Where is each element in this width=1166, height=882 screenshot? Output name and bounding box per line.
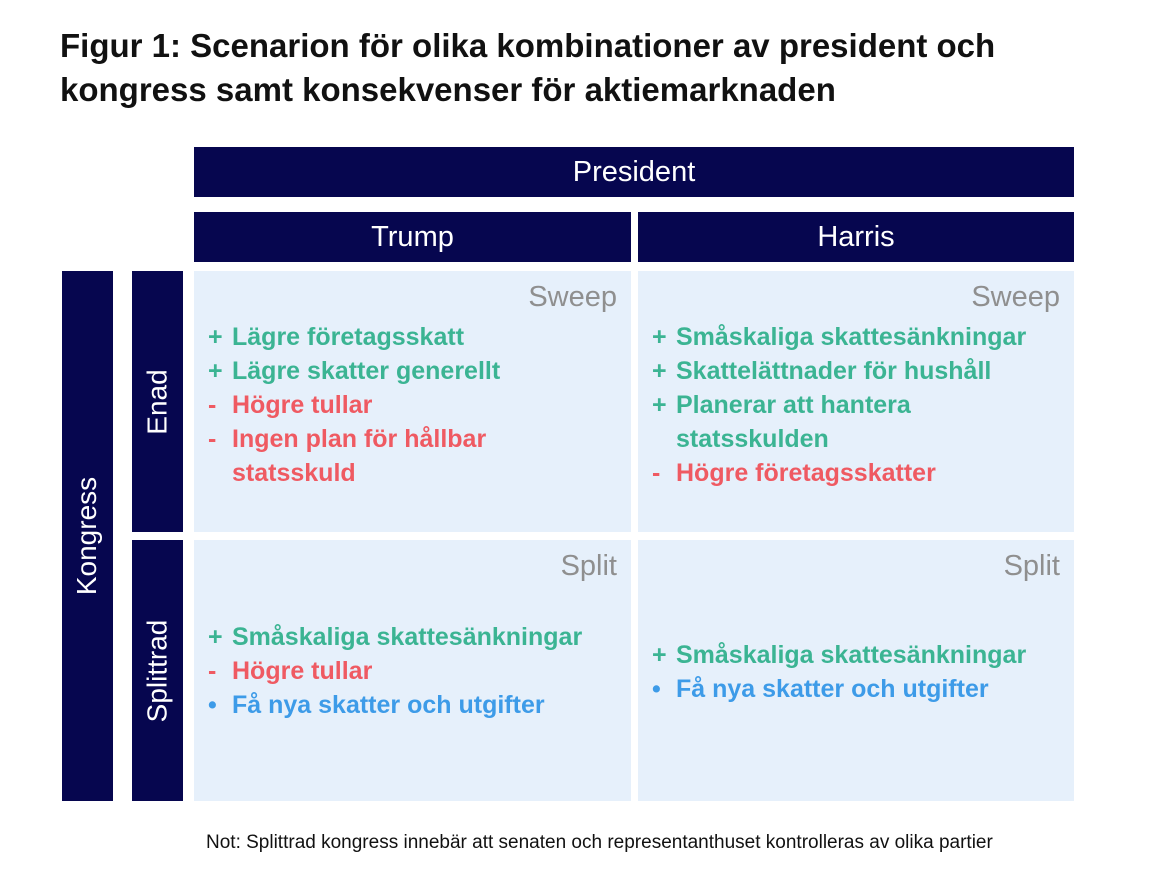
splittrad-label: Splittrad bbox=[141, 619, 173, 722]
president-label: President bbox=[572, 155, 696, 188]
list-item: + Småskaliga skattesänkningar bbox=[652, 323, 1027, 351]
scenario-tag: Sweep bbox=[528, 281, 617, 313]
list-item: • Få nya skatter och utgifter bbox=[652, 675, 989, 703]
cell-trump-split bbox=[194, 540, 631, 801]
list-item: + Skattelättnader för hushåll bbox=[652, 357, 992, 385]
cell-harris-split bbox=[638, 540, 1074, 801]
enad-label: Enad bbox=[141, 368, 173, 435]
list-item: - Högre tullar bbox=[208, 391, 373, 419]
scenario-tag: Split bbox=[1003, 550, 1060, 582]
trump-header bbox=[194, 212, 631, 262]
list-item: - Högre företagsskatter bbox=[652, 459, 936, 487]
scenario-tag: Split bbox=[560, 550, 617, 582]
kongress-label: Kongress bbox=[71, 476, 103, 596]
enad-bar bbox=[132, 271, 183, 532]
harris-header bbox=[638, 212, 1074, 262]
list-item: + Planerar att hantera statsskulden bbox=[652, 391, 911, 453]
splittrad-bar bbox=[132, 540, 183, 801]
president-header bbox=[194, 147, 1074, 197]
list-item: • Få nya skatter och utgifter bbox=[208, 691, 545, 719]
figure-title: Figur 1: Scenarion för olika kombinationer av president och kongress samt konsekvenser för aktiemarknaden bbox=[60, 27, 996, 108]
list-item: + Lägre företagsskatt bbox=[208, 323, 465, 351]
scenario-tag: Sweep bbox=[971, 281, 1060, 313]
list-item: + Småskaliga skattesänkningar bbox=[208, 623, 583, 651]
kongress-bar bbox=[62, 271, 113, 801]
trump-label: Trump bbox=[371, 220, 454, 253]
list-item: - Ingen plan för hållbar statsskuld bbox=[208, 425, 487, 487]
cell-harris-enad bbox=[638, 271, 1074, 532]
harris-label: Harris bbox=[817, 220, 895, 253]
list-item: + Lägre skatter generellt bbox=[208, 357, 501, 385]
footnote: Not: Splittrad kongress innebär att senaten och representanthuset kontrolleras av olika partier bbox=[206, 832, 993, 853]
list-item: + Småskaliga skattesänkningar bbox=[652, 641, 1027, 669]
cell-trump-enad bbox=[194, 271, 631, 532]
list-item: - Högre tullar bbox=[208, 657, 373, 685]
